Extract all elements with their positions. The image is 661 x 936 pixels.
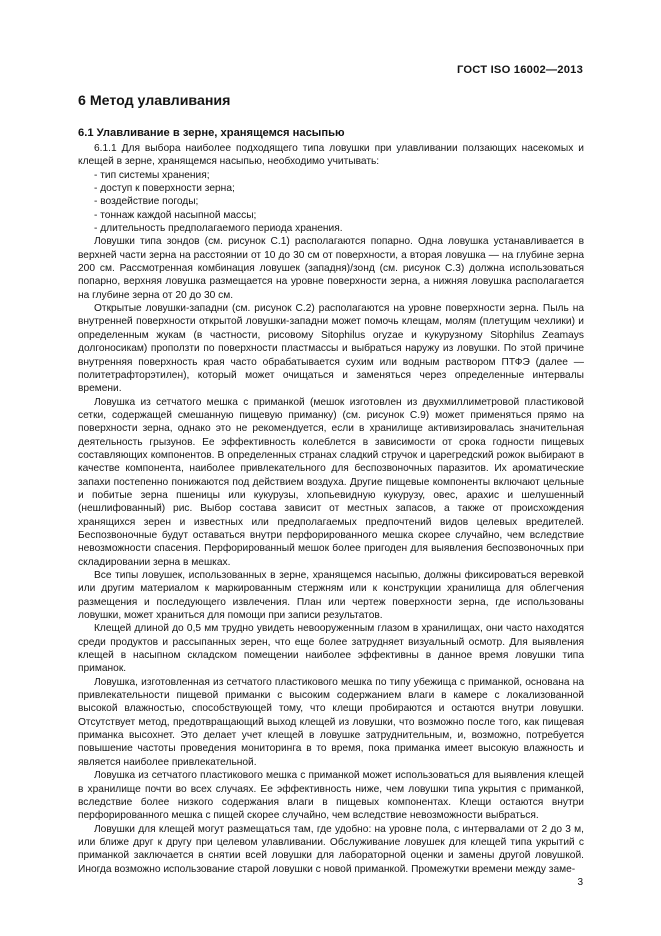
paragraph: Ловушка из сетчатого мешка с приманкой (мешок изготовлен из двухмиллиметровой пластиковой сетки, содержащей смешанную пищевую приманку) (см. рисунок С.9) может применяться прямо на поверхности зерна, однако это не рекомендуется, если в хранилище активизировалась значительная деятельность грызунов. Ее эффективность колеблется в зависимости от срока годности пищевых составляющих компонентов. В определенных странах сладкий стручок и царегредский рожок выбирают в качестве компонента, наиболее привлекательного для беспозвоночных паразитов. Их ароматические запахи постепенно понижаются под действием воздуха. Другие пищевые компоненты включают цельные и побитые зерна пшеницы или кукурузы, хлопьевидную кукурузу, овес, арахис и шелушенный (нешлифованный) рис. Выбор состава зависит от местных запасов, а также от происхождения хранящихся зерен и известных или предполагаемых предпочтений видов целевых вредителей. Беспозвоночные будут оставаться внутри перфорированного мешка скорее случайно, чем вследствие невозможности спасения. Перфорированный мешок более пригоден для выявления беспозвоночных при складировании зерна в мешках. xyxy=(78,396,584,568)
list-item: - тоннаж каждой насыпной массы; xyxy=(94,209,257,221)
list-item: - воздействие погоды; xyxy=(94,196,199,208)
document-body xyxy=(78,142,584,876)
paragraph: Ловушки для клещей могут размещаться там, где удобно: на уровне пола, с интервалами от 2 до 3 м, или ближе друг к другу при целевом улавливании. Обслуживание ловушек для клещей типа укрытий с приманкой заключается в снятии всей ловушки для лабораторной оценки и замены другой ловушкой. Иногда возможно использование старой ловушки с новой приманкой. Промежутки времени между заме- xyxy=(78,823,584,875)
paragraph: Открытые ловушки-западни (см. рисунок С.2) располагаются на уровне поверхности зерна. Пыль на внутренней поверхности открытой ловушки-западни может помочь клещам, молям (плетущим чехлики) и определенным жукам (в частности, рисовому Sitophilus oryzae и кукурузному Sitophilus Zeamays долгоносикам) проползти по поверхности пластмассы и выбраться наружу из ловушки. По этой причине внутренняя поверхность края часто обрабатывается сухим или водным раствором ПТФЭ (далее — политетрафторэтилен), который может очищаться и заменяться через определенные интервалы времени. xyxy=(78,303,584,395)
list-item: - тип системы хранения; xyxy=(94,169,210,181)
list-item: - длительность предполагаемого периода хранения. xyxy=(94,223,343,235)
factor-list xyxy=(78,169,584,236)
intro-paragraph: 6.1.1 Для выбора наиболее подходящего типа ловушки при улавливании ползающих насекомых и клещей в зерне, хранящемся насыпью, необходимо учитывать: xyxy=(78,143,584,168)
standard-header: ГОСТ ISO 16002—2013 xyxy=(456,64,583,76)
page-number: 3 xyxy=(577,877,583,888)
list-item: - доступ к поверхности зерна; xyxy=(94,183,235,195)
subsection-title: 6.1 Улавливание в зерне, хранящемся насыпью xyxy=(78,127,345,139)
paragraph: Ловушки типа зондов (см. рисунок С.1) располагаются попарно. Одна ловушка устанавливается в верхней части зерна на расстоянии от 10 до 30 см от поверхности, а вторая ловушка — на глубине зерна 200 см. Рассмотренная комбинация ловушек (западня)/зонд (см. рисунок С.3) должна использоваться попарно, верхняя ловушка размещается на уровне поверхности зерна, а нижняя ловушка располагается на глубине зерна от 20 до 30 см. xyxy=(78,236,584,301)
section-title: 6 Метод улавливания xyxy=(78,93,231,109)
paragraph: Ловушка, изготовленная из сетчатого пластикового мешка по типу убежища с приманкой, основана на привлекательности пищевой приманки с высоким содержанием влаги в камере с локализованной высокой влажностью, способствующей тому, что клещи пробираются и остаются внутри ловушки. Отсутствует метод, предотвращающий выход клещей из ловушки, что возможно после того, как пищевая приманка высохнет. Это делает учет клещей в ловушке затруднительным, и, возможно, потребуется повышение частоты проведения мониторинга в то время, пока приманка имеет высокую влажность и является наиболее привлекательной. xyxy=(78,676,584,768)
paragraph: Ловушка из сетчатого пластикового мешка с приманкой может использоваться для выявления клещей в хранилище почти во всех случаях. Ее эффективность ниже, чем ловушки типа укрытия с приманкой, вследствие более низкого содержания влаги в пищевых компонентах. Клещи остаются внутри перфорированного мешка с пищей скорее случайно, чем вследствие невозможности выбраться. xyxy=(78,770,584,822)
paragraph: Клещей длиной до 0,5 мм трудно увидеть невооруженным глазом в хранилищах, они часто находятся среди продуктов и рассыпанных зерен, что еще более затрудняет визуальный осмотр. Для выявления клещей в насыпном складском помещении наиболее эффективны в данное время ловушки типа приманок. xyxy=(78,623,584,675)
paragraph: Все типы ловушек, использованных в зерне, хранящемся насыпью, должны фиксироваться веревкой или другим материалом к маркированным стержням или к конструкции хранилища для облегчения размещения и последующего извлечения. План или чертеж поверхности зерна, где использованы ловушки, может храниться для помощи при записи результатов. xyxy=(78,570,584,622)
